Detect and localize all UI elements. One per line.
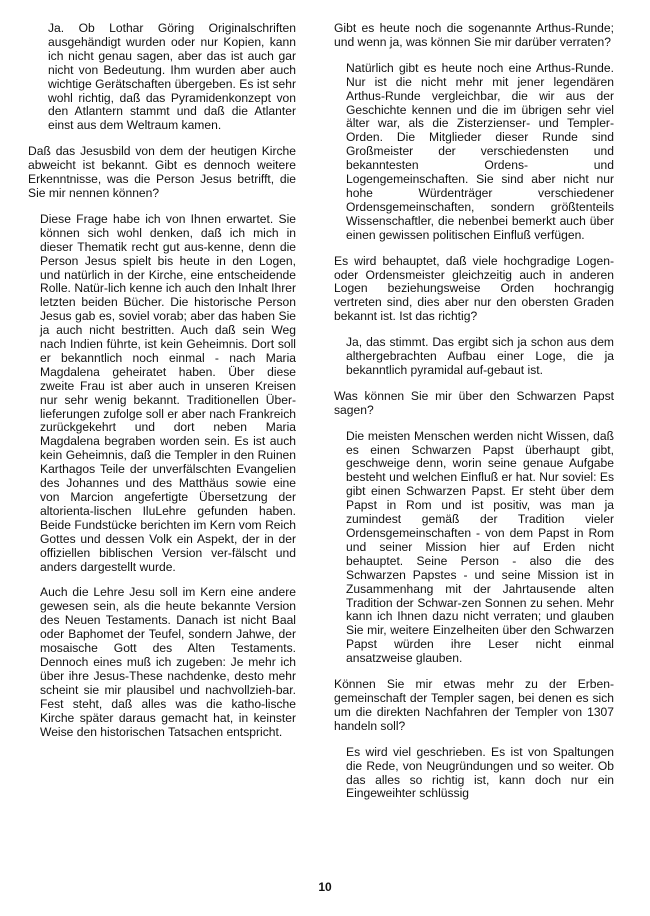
question-paragraph: Was können Sie mir über den Schwarzen Papst sagen?: [334, 388, 614, 417]
question-paragraph: Gibt es heute noch die sogenannte Arthus-Runde; und wenn ja, was können Sie mir darüber verraten?: [334, 21, 614, 49]
answer-paragraph: Ja, das stimmt. Das ergibt sich ja schon aus dem althergebrachten Aufbau einer Loge, die ja bekanntlich pyramidal auf-gebaut ist.: [346, 335, 614, 377]
answer-paragraph: Auch die Lehre Jesu soll im Kern eine andere gewesen sein, als die heute bekannte Version des Neuen Testaments. Danach ist nicht Baal oder Baphomet der Teufel, sondern Jahwe, der mosaische Gott des Alten Testaments. Dennoch eines muß ich zugeben: Je mehr ich über ihre Jesus-These nachdenke, desto mehr scheint sie mir plausibel und nachvollzieh-bar. Fest steht, daß alles was die katho-lische Kirche später daraus gemacht hat, in keinster Weise den historischen Tatsachen entspricht.: [40, 585, 296, 739]
question-paragraph: Daß das Jesusbild von dem der heutigen Kirche abweicht ist bekannt. Gibt es dennoch weitere Erkenntnisse, was die Person Jesus betrifft, die Sie mir nennen können?: [28, 144, 296, 200]
answer-paragraph: Ja. Ob Lothar Göring Originalschriften ausgehändigt wurden oder nur Kopien, kann ich nicht genau sagen, aber das ist auch gar nicht von Bedeutung. Ihm wurden aber auch wichtige Gerätschaften übergeben. Es ist sehr wohl richtig, daß das Pyramidenkonzept von den Atlantern stammt und daß die Atlanter einst aus dem Weltraum kamen.: [48, 21, 296, 133]
question-paragraph: Können Sie mir etwas mehr zu der Erben-gemeinschaft der Templer sagen, bei denen es sich um die direkten Nachfahren der Templer von 1307 handeln soll?: [334, 677, 614, 733]
left-column: [26, 22, 296, 751]
answer-paragraph: Natürlich gibt es heute noch eine Arthus-Runde. Nur ist die nicht mehr mit jener legendären Arthus-Runde vergleichbar, die wir aus der Geschichte kennen und die im übrigen sehr viel älter war, als die Zisterzienser- und Templer-Orden. Die Mitglieder dieser Runde sind Großmeister der verschiedensten und bekanntesten Ordens- und Logengemeinschaften. Sie sind aber nicht nur hohe Würdenträger verschiedener Ordensgemeinschaften, sondern größtenteils Wissenschaftler, die nebenbei bemerkt auch über einen gewissen politischen Einfluß verfügen.: [346, 60, 614, 242]
answer-paragraph: Die meisten Menschen werden nicht Wissen, daß es einen Schwarzen Papst überhaupt gibt, geschweige denn, worin seine genaue Aufgabe besteht und welchen Einfluß er hat. Nur soviel: Es gibt einen Schwarzen Papst. Er steht über dem Papst in Rom und ist positiv, was man ja zumindest gemäß der Tradition vieler Ordensgemeinschaften - von dem Papst in Rom und seiner Mission hier auf Erden nicht behauptet. Seine Person - also die des Schwarzen Papstes - und seine Mission ist in Zusammenhang mit der Jahrtausende alten Tradition der Schwar-zen Sonnen zu sehen. Mehr kann ich Ihnen dazu nicht verraten; und glauben Sie mir, weitere Einzelheiten über den Schwarzen Papst würden ihre Leser nicht einmal ansatzweise glauben.: [346, 428, 614, 666]
answer-paragraph: Es wird viel geschrieben. Es ist von Spaltungen die Rede, von Neugründungen und so weiter. Ob das alles so richtig ist, kann doch nur ein Eingeweihter schlüssig: [346, 744, 614, 801]
right-column: [332, 22, 614, 813]
page-number: 10: [318, 880, 332, 894]
question-paragraph: Es wird behauptet, daß viele hochgradige Logen- oder Ordensmeister gleichzeitig auch in anderen Logen beziehungsweise Orden hochrangig vertreten sind, dies aber nur den obersten Graden bekannt ist. Ist das richtig?: [334, 253, 614, 324]
answer-paragraph: Diese Frage habe ich von Ihnen erwartet. Sie können sich wohl denken, daß ich mich in dieser Thematik recht gut aus-kenne, denn die Person Jesus spielt bis heute in den Logen, und natürlich in der Kirche, eine entscheidende Rolle. Natür-lich kenne ich auch den Inhalt Ihrer letzten beiden Bücher. Die historische Person Jesus gab es, soviel vorab; aber das haben Sie ja auch nicht bestritten. Auch daß sein Weg nach Indien führte, ist kein Geheimnis. Dort soll er bekanntlich noch einmal - nach Maria Magdalena geheiratet haben. Über diese zweite Frau ist aber auch in unseren Kreisen nur sehr wenig bekannt. Traditionellen Über-lieferungen zufolge soll er aber nach Frankreich zurückgekehrt und dort neben Maria Magdalena begraben worden sein. Es ist auch kein Geheimnis, daß die Templer in den Ruinen Karthagos Teile der unverfälschten Evangelien des Johannes und des Matthäus sowie eine von Marcion angefertigte Übersetzung der altorienta-lischen IluLehre gefunden haben. Beide Fundstücke berichten im Kern vom Reich Gottes und dessen Volk ein Aspekt, der in der offiziellen biblischen Version ver-fälscht und anders dargestellt wurde.: [40, 211, 296, 574]
